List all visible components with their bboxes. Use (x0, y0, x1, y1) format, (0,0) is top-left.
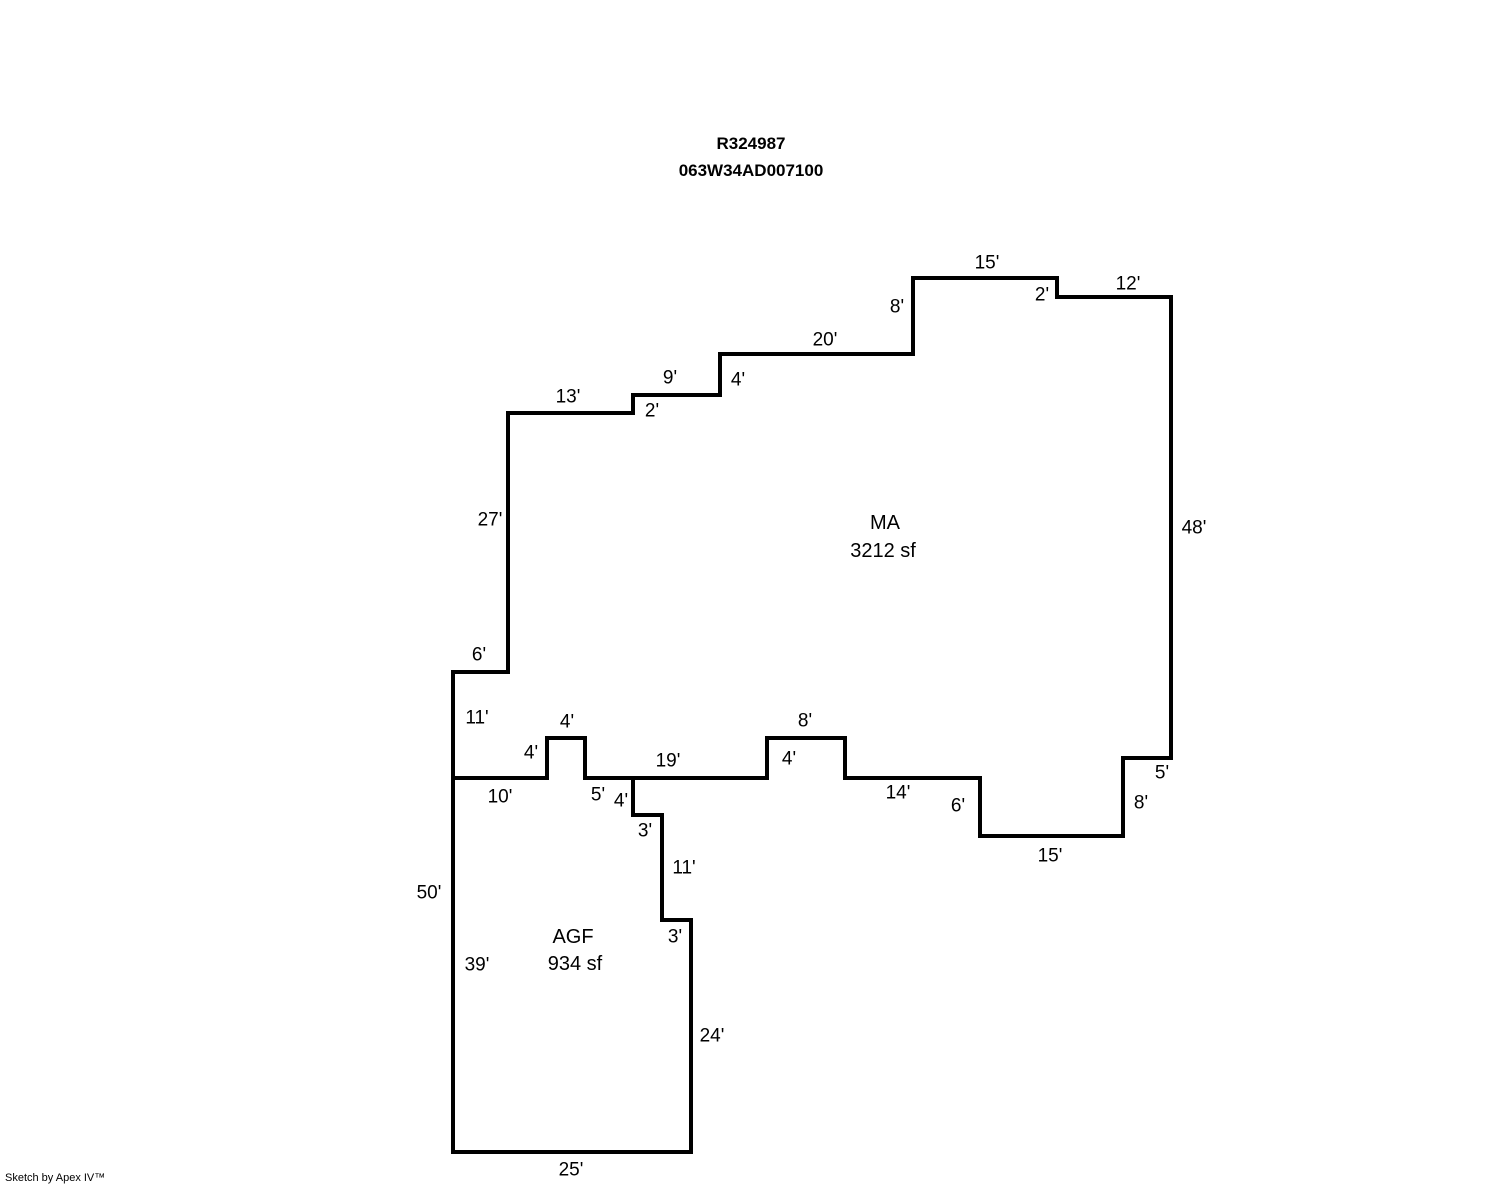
dimension-label: 13' (555, 386, 581, 408)
dimension-label: 15' (1037, 845, 1063, 867)
dimension-label: 25' (558, 1159, 584, 1181)
dimension-label: 3' (637, 820, 653, 842)
dimension-label: 4' (730, 369, 746, 391)
dimension-label: 10' (487, 786, 513, 808)
dimension-label: 19' (655, 750, 681, 772)
dimension-label: 2' (644, 400, 660, 422)
dimension-label: 8' (1133, 792, 1149, 814)
dimension-label: 6' (471, 644, 487, 666)
dimension-label: 8' (889, 296, 905, 318)
dimension-label: 5' (1154, 762, 1170, 784)
dimension-label: 24' (699, 1025, 725, 1047)
area-sqft-label-main-area: 3212 sf (850, 540, 916, 562)
dimension-label: 15' (974, 252, 1000, 274)
dimension-label: 6' (950, 795, 966, 817)
area-name-label-attached-garage-finished: AGF (552, 926, 594, 948)
record-id: R324987 (716, 134, 786, 153)
area-sqft-label-attached-garage-finished: 934 sf (547, 953, 603, 975)
dimension-label: 4' (559, 711, 575, 733)
dimension-label: 12' (1115, 273, 1141, 295)
dimension-label: 48' (1181, 517, 1207, 539)
dimension-label: 4' (781, 748, 797, 770)
dimension-label: 27' (477, 509, 503, 531)
area-outline-main-area (453, 278, 1171, 836)
dimension-label: 39' (464, 954, 490, 976)
dimension-label: 14' (885, 782, 911, 804)
dimension-label: 11' (465, 707, 489, 729)
dimension-label: 11' (672, 857, 696, 879)
parcel-id: 063W34AD007100 (678, 161, 824, 180)
dimension-label: 4' (613, 790, 629, 812)
dimension-label: 3' (667, 926, 683, 948)
apex-watermark: Sketch by Apex IV™ (5, 1172, 106, 1184)
dimension-label: 2' (1034, 284, 1050, 306)
dimension-label: 50' (416, 882, 442, 904)
dimension-label: 8' (797, 710, 813, 732)
area-name-label-main-area: MA (870, 512, 900, 534)
dimension-label: 4' (523, 742, 539, 764)
dimension-label: 20' (812, 329, 838, 351)
dimension-label: 5' (590, 784, 606, 806)
dimension-label: 9' (662, 367, 678, 389)
